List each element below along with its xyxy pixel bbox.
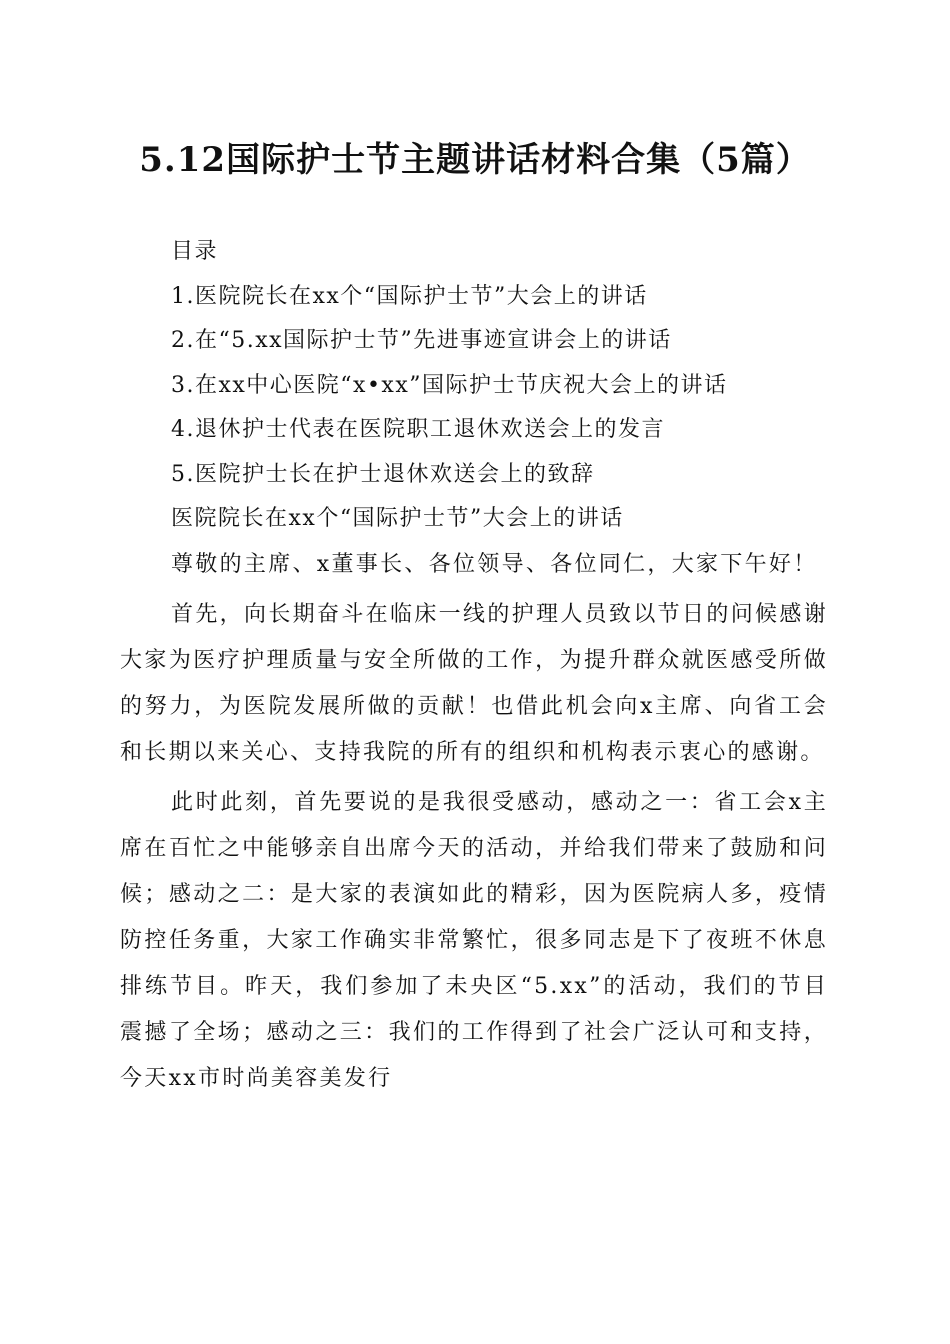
toc-item: 2.在“5.xx国际护士节”先进事迹宣讲会上的讲话 xyxy=(171,328,672,353)
toc-heading: 目录 xyxy=(171,239,219,264)
toc-item: 3.在xx中心医院“x•xx”国际护士节庆祝大会上的讲话 xyxy=(171,372,728,398)
paragraph: 尊敬的主席、x董事长、各位领导、各位同仁，大家下午好！ xyxy=(171,551,818,577)
paragraph: 首先，向长期奋斗在临床一线的护理人员致以节日的问候感谢大家为医疗护理质量与安全所做的工作，为提升群众就医感受所做的努力，为医院发展所做的贡献！也借此机会向x主席、向省工会和长期以来关心、支持我院的所有的组织和机构表示衷心的感谢。 xyxy=(120,601,828,765)
document-body xyxy=(120,497,828,1102)
section-title: 医院院长在xx个“国际护士节”大会上的讲话 xyxy=(171,506,624,531)
document-title: 5.12国际护士节主题讲话材料合集（5篇） xyxy=(139,140,811,180)
toc-item: 5.医院护士长在护士退休欢送会上的致辞 xyxy=(171,461,595,487)
toc-item: 1.医院院长在xx个“国际护士节”大会上的讲话 xyxy=(171,283,648,309)
toc-item: 4.退休护士代表在医院职工退休欢送会上的发言 xyxy=(171,417,665,442)
paragraph: 此时此刻，首先要说的是我很受感动，感动之一：省工会x主席在百忙之中能够亲自出席今天的活动，并给我们带来了鼓励和问候；感动之二：是大家的表演如此的精彩，因为医院病人多，疫情防控任务重，大家工作确实非常繁忙，很多同志是下了夜班不休息排练节目。昨天，我们参加了未央区“5.xx”的活动，我们的节目震撼了全场；感动之三：我们的工作得到了社会广泛认可和支持，今天xx市时尚美容美发行 xyxy=(120,789,828,1091)
table-of-contents xyxy=(171,230,871,497)
